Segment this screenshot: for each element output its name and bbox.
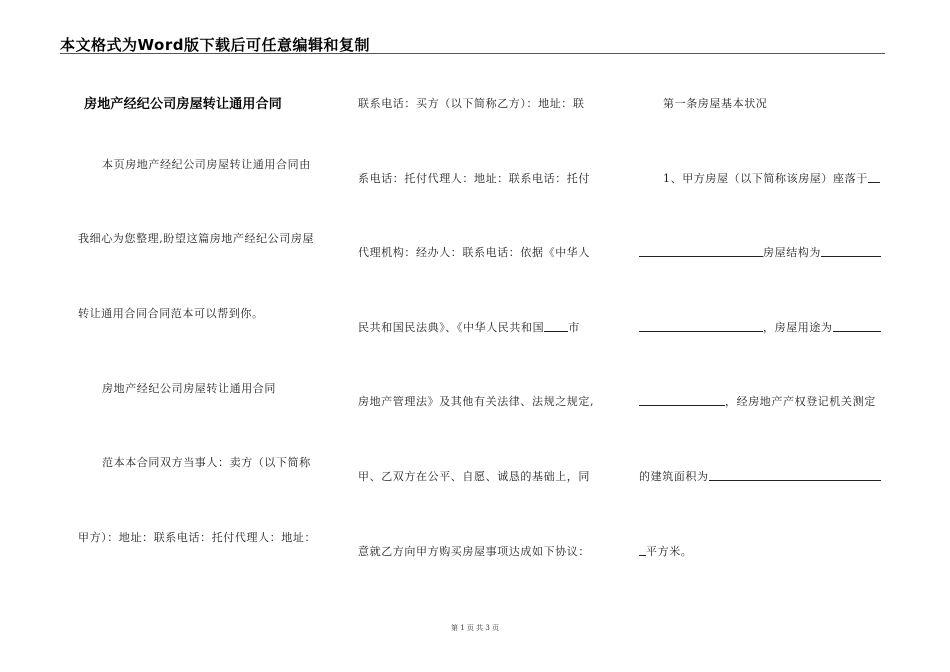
paragraph-line: 甲、乙双方在公平、自愿、诚恳的基础上，同: [358, 470, 590, 483]
header-divider: [60, 53, 885, 54]
paragraph-line: [639, 319, 881, 335]
page-number: 第 1 页 共 3 页: [450, 624, 500, 632]
line-text: ，经房地产产权登记机关测定: [725, 395, 876, 408]
blank-underline: [833, 321, 881, 332]
article-heading: 第一条房屋基本状况: [663, 97, 768, 110]
line-text: 1、甲方房屋（以下简称该房屋）座落于: [663, 172, 868, 185]
line-text: 平方米。: [646, 545, 693, 558]
blank-underline: [639, 395, 725, 406]
paragraph-line: [639, 468, 881, 484]
paragraph-line: 转让通用合同合同范本可以帮到你。: [78, 307, 264, 320]
line-text: 的建筑面积为: [639, 470, 709, 483]
paragraph-line: [639, 543, 692, 559]
paragraph-line: 意就乙方向甲方购买房屋事项达成如下协议：: [358, 545, 590, 558]
blank-underline: [639, 321, 763, 332]
contract-title: 房地产经纪公司房屋转让通用合同: [84, 97, 283, 112]
blank-underline: [544, 321, 568, 332]
paragraph-line: 我细心为您整理,盼望这篇房地产经纪公司房屋: [78, 232, 315, 245]
paragraph-line: 本页房地产经纪公司房屋转让通用合同由: [102, 158, 311, 171]
paragraph-line: 甲方）：地址：联系电话：托付代理人：地址：: [78, 531, 317, 544]
paragraph-line: [639, 393, 876, 409]
section-heading: 房地产经纪公司房屋转让通用合同: [102, 382, 276, 395]
line-text: 市: [568, 321, 580, 334]
blank-underline: [639, 246, 763, 257]
line-text: 民共和国民法典》、《中华人民共和国: [358, 321, 545, 334]
paragraph-line: 联系电话：买方（以下简称乙方）：地址：联: [358, 97, 585, 110]
paragraph-line: 范本本合同双方当事人：卖方（以下简称: [102, 456, 311, 469]
paragraph-line: [639, 244, 881, 260]
paragraph-line: 系电话：托付代理人：地址：联系电话：托付: [358, 172, 590, 185]
blank-underline: [639, 545, 646, 556]
line-text: 房屋结构为: [763, 246, 821, 259]
paragraph-line: 代理机构：经办人：联系电话：依据《中华人: [358, 246, 590, 259]
blank-underline: [821, 246, 881, 257]
paragraph-line: [663, 170, 880, 186]
paragraph-line: [358, 319, 580, 335]
paragraph-line: 房地产管理法》及其他有关法律、法规之规定,: [358, 395, 595, 408]
blank-underline: [709, 470, 881, 481]
line-text: ，房屋用途为: [763, 321, 833, 334]
blank-underline: [868, 172, 880, 183]
document-header: 本文格式为Word版下载后可任意编辑和复制: [60, 36, 370, 54]
